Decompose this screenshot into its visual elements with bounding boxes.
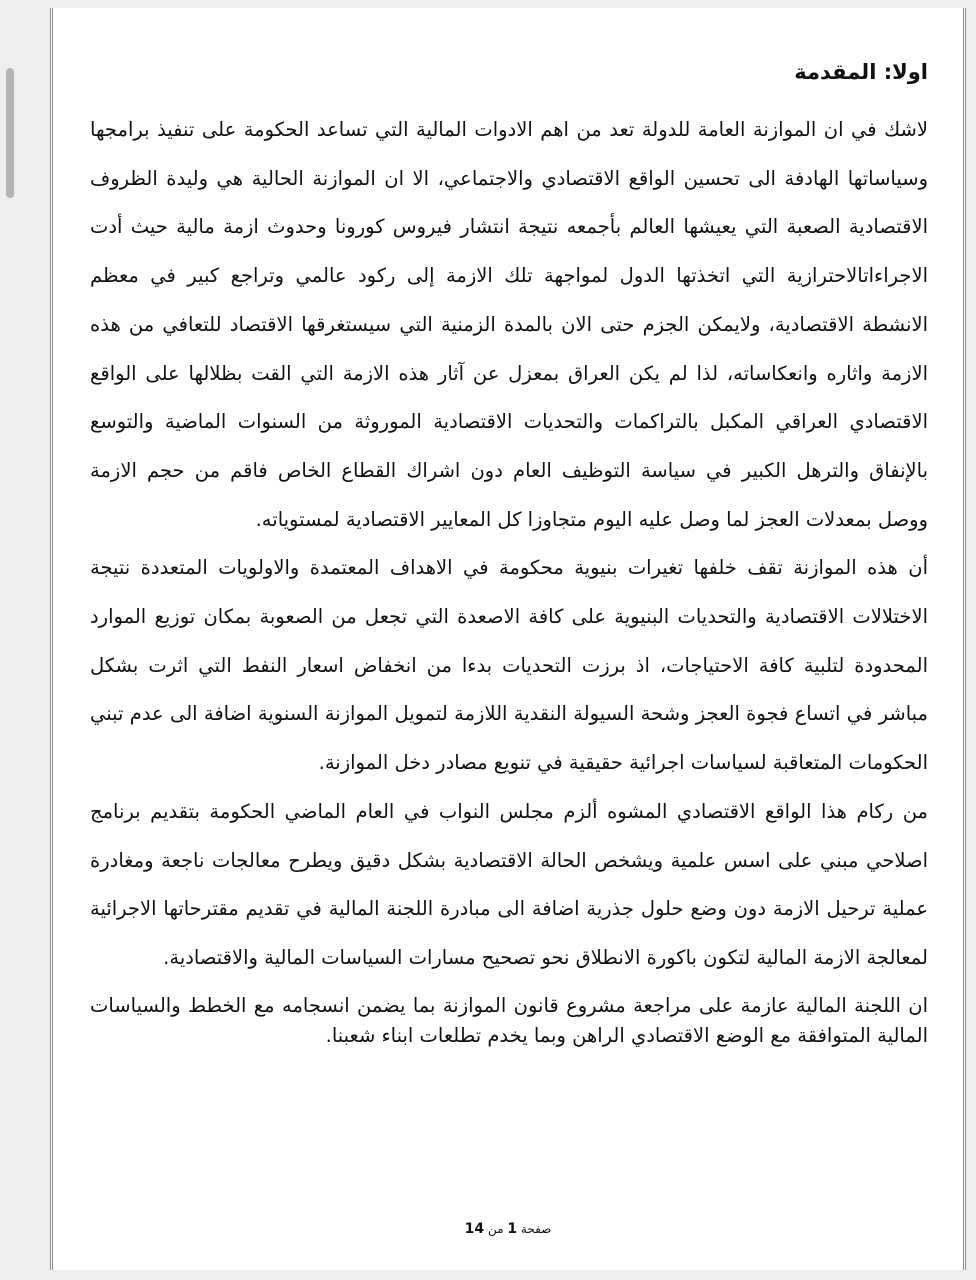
paragraph-parliament-reform: من ركام هذا الواقع الاقتصادي المشوه ألزم مجلس النواب في العام الماضي الحكومة بتقديم برنامج اصلاحي مبني على اسس علمية ويشخص الحالة الاقتصادية بشكل دقيق ويطرح معالجات ناجعة ومغادرة عملية ترحيل الازمة دون وضع حلول جذرية اضافة الى مبادرة اللجنة المالية في تقديم مقترحاتها الاجرائية لمعالجة الازمة المالية لتكون باكورة الانطلاق نحو تصحيح مسارات السياسات المالية والاقتصادية. [90, 799, 928, 969]
page-footer [50, 1221, 966, 1237]
footer-current-page: 1 [507, 1221, 518, 1237]
section-heading: اولا: المقدمة [794, 60, 928, 84]
footer-of-word: من [487, 1222, 504, 1236]
document-page [50, 8, 966, 1270]
footer-total-pages: 14 [464, 1221, 485, 1237]
footer-page-word: صفحة [520, 1222, 552, 1236]
scrollbar-thumb[interactable] [6, 68, 14, 198]
paragraph-intro: لاشك في ان الموازنة العامة للدولة تعد من اهم الادوات المالية التي تساعد الحكومة على تنفيذ برامجها وسياساتها الهادفة الى تحسين الواقع الاقتصادي والاجتماعي، الا ان الموازنة الحالية هي وليدة الظروف الاقتصادية الصعبة التي يعيشها العالم بأجمعه نتيجة انتشار فيروس كورونا وحدوث ازمة مالية حيث أدت الاجراءاتالاحترازية التي اتخذتها الدول لمواجهة تلك الازمة إلى ركود عالمي وتراجع كبير في معظم الانشطة الاقتصادية، ولايمكن الجزم حتى الان بالمدة الزمنية التي سيستغرقها الاقتصاد للتعافي من هذه الازمة واثاره وانعكاساته، لذا لم يكن العراق بمعزل عن آثار هذه الازمة التي القت بظلالها على الواقع الاقتصادي العراقي المكبل بالتراكمات والتحديات الاقتصادية الموروثة من السنوات الماضية والتوسع بالإنفاق والترهل الكبير في سياسة التوظيف العام دون اشراك القطاع الخاص فاقم من حجم الازمة ووصل بمعدلات العجز لما وصل عليه اليوم متجاوزا كل المعايير الاقتصادية لمستوياته. [90, 118, 928, 531]
page-content [90, 56, 928, 1051]
paragraph-finance-committee: ان اللجنة المالية عازمة على مراجعة مشروع قانون الموازنة بما يضمن انسجامه مع الخطط والسياسات المالية المتوافقة مع الوضع الاقتصادي الراهن وبما يخدم تطلعات ابناء شعبنا. [90, 993, 928, 1047]
paragraph-budget-changes: أن هذه الموازنة تقف خلفها تغيرات بنيوية محكومة في الاهداف المعتمدة والاولويات المتعددة نتيجة الاختلالات الاقتصادية والتحديات البنيوية على كافة الاصعدة التي تجعل من الصعوبة بمكان توزيع الموارد المحدودة لتلبية كافة الاحتياجات، اذ برزت التحديات بدءا من انخفاض اسعار النفط التي اثرت بشكل مباشر في اتساع فجوة العجز وشحة السيولة النقدية اللازمة لتمويل الموازنة السنوية اضافة الى عدم تبني الحكومات المتعاقبة لسياسات اجرائية حقيقية في تنويع مصادر دخل الموازنة. [90, 556, 928, 775]
